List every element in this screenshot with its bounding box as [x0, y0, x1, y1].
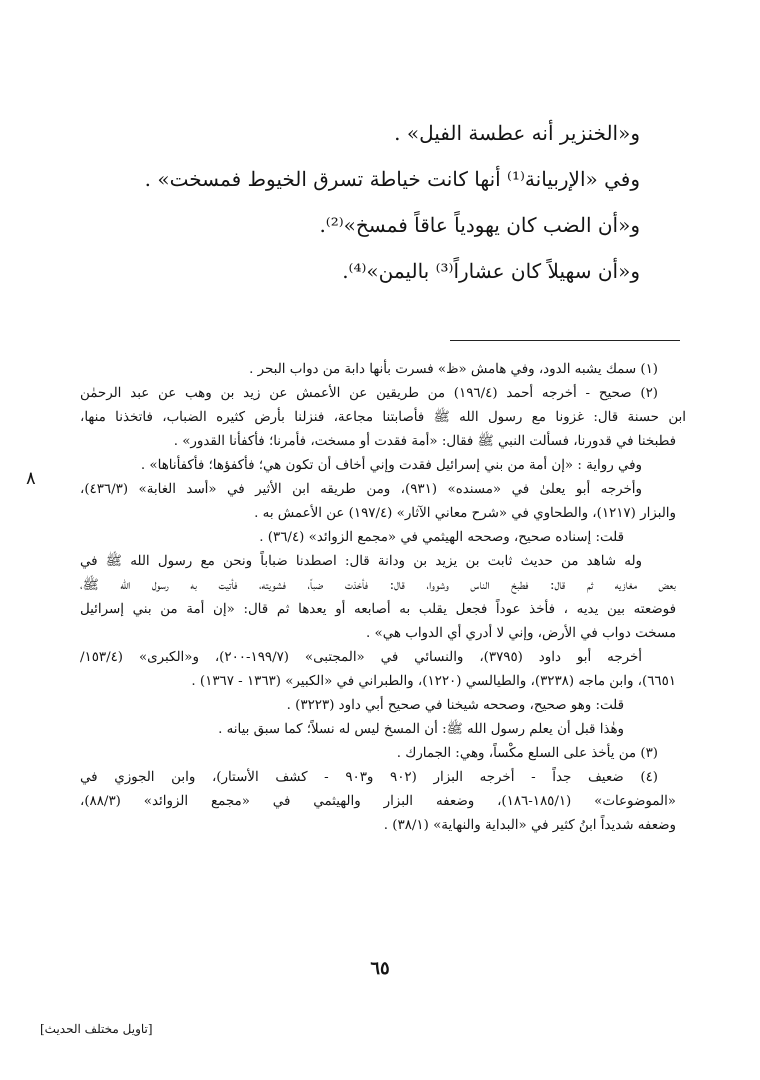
footnote-line: فوضعته بين يديه ، فأخذ عوداً فجعل يقلب به أصابعه أو يعدها ثم قال: «إن أمة من بني إسرائيل: [80, 602, 676, 617]
main-line-4: و«أن سهيلاً كان عشاراً⁽³⁾ باليمن»⁽⁴⁾.: [342, 259, 640, 283]
main-line-3: و«أن الضب كان يهودياً عاقاً فمسخ»⁽²⁾.: [319, 213, 640, 237]
footnote-line: (١) سمك يشبه الدود، وفي هامش «ظ» فسرت بأنها دابة من دواب البحر .: [249, 362, 658, 377]
footnotes: [80, 358, 686, 838]
footnote-line: (٣) من يأخذ على السلع مكْساً، وهي: الجمارك .: [396, 746, 658, 761]
page-number: ٦٥: [370, 958, 390, 979]
margin-mark: ٨: [26, 468, 36, 489]
running-footer: [تاويل مختلف الحديث]: [40, 1022, 153, 1036]
footnote-line: وضعفه شديداً ابنُ كثير في «البداية والنهاية» (٣٨/١) .: [383, 818, 676, 833]
footnote-line: فطبخنا في قدورنا، فسألت النبي ﷺ فقال: «أمة فقدت أو مسخت، فأمرنا؛ فأكفأنا القدور» .: [173, 434, 676, 449]
main-text: [144, 110, 640, 294]
footnote-divider: [450, 340, 680, 341]
footnote-line: قلت: وهو صحيح، وصححه شيخنا في صحيح أبي داود (٣٢٢٣) .: [286, 698, 624, 713]
main-line-2: وفي «الإربيانة⁽¹⁾ أنها كانت خياطة تسرق الخيوط فمسخت» .: [144, 167, 640, 191]
footnote-line: وفي رواية : «إن أمة من بني إسرائيل فقدت وإني أخاف أن تكون هي؛ فأكفؤها؛ فأكفأناها» .: [140, 458, 642, 473]
footnote-line: والبزار (١٢١٧)، والطحاوي في «شرح معاني الآثار» (١٩٧/٤) عن الأعمش به .: [254, 506, 676, 521]
footnote-line: «الموضوعات» (١٨٥/١-١٨٦)، وضعفه البزار والهيثمي في «مجمع الزوائد» (٨٨/٣)،: [80, 794, 676, 809]
footnote-line: وأخرجه أبو يعلىٰ في «مسنده» (٩٣١)، ومن طريقه ابن الأثير في «أسد الغابة» (٤٣٦/٣)،: [80, 482, 642, 497]
footnote-line: ابن حسنة قال: غزونا مع رسول الله ﷺ فأصابتنا مجاعة، فنزلنا بأرض كثيره الضباب، فاتخذنا منها،: [80, 410, 686, 425]
footnote-line: (٤) ضعيف جداً - أخرجه البزار (٩٠٢ و٩٠٣ - كشف الأستار)، وابن الجوزي في: [80, 770, 658, 785]
footnote-line: قلت: إسناده صحيح، وصححه الهيثمي في «مجمع الزوائد» (٣٦/٤) .: [259, 530, 624, 545]
footnote-line: أخرجه أبو داود (٣٧٩٥)، والنسائي في «المجتبى» (١٩٩/٧-٢٠٠)، و«الكبرى» (١٥٣/٤/: [80, 650, 642, 665]
footnote-line: مسخت دواب في الأرض، وإني لا أدري أي الدواب هي» .: [366, 626, 676, 641]
footnote-line: وله شاهد من حديث ثابت بن يزيد بن ودانة قال: اصطدنا ضباباً ونحن مع رسول الله ﷺ في: [80, 554, 642, 569]
footnote-line: وهٰذا قبل أن يعلم رسول الله ﷺ: أن المسخ ليس له نسلاً؛ كما سبق بيانه .: [218, 722, 624, 737]
main-line-1: و«الخنزير أنه عطسة الفيل» .: [394, 121, 640, 145]
footnote-line: بعض مغازيه ثم قال: فطبخ الناس وشووا، قال: فأخذت ضباً، فشويته، فأتيت به رسول الله ﷺ،: [80, 578, 676, 593]
footnote-line: ٦٦٥١)، وابن ماجه (٣٢٣٨)، والطيالسي (١٢٢٠)، والطبراني في «الكبير» (١٣٦٣ - ١٣٦٧) .: [191, 674, 676, 689]
footnote-line: (٢) صحيح - أخرجه أحمد (١٩٦/٤) من طريقين عن الأعمش عن زيد بن وهب عن عبد الرحمٰن: [80, 386, 658, 401]
